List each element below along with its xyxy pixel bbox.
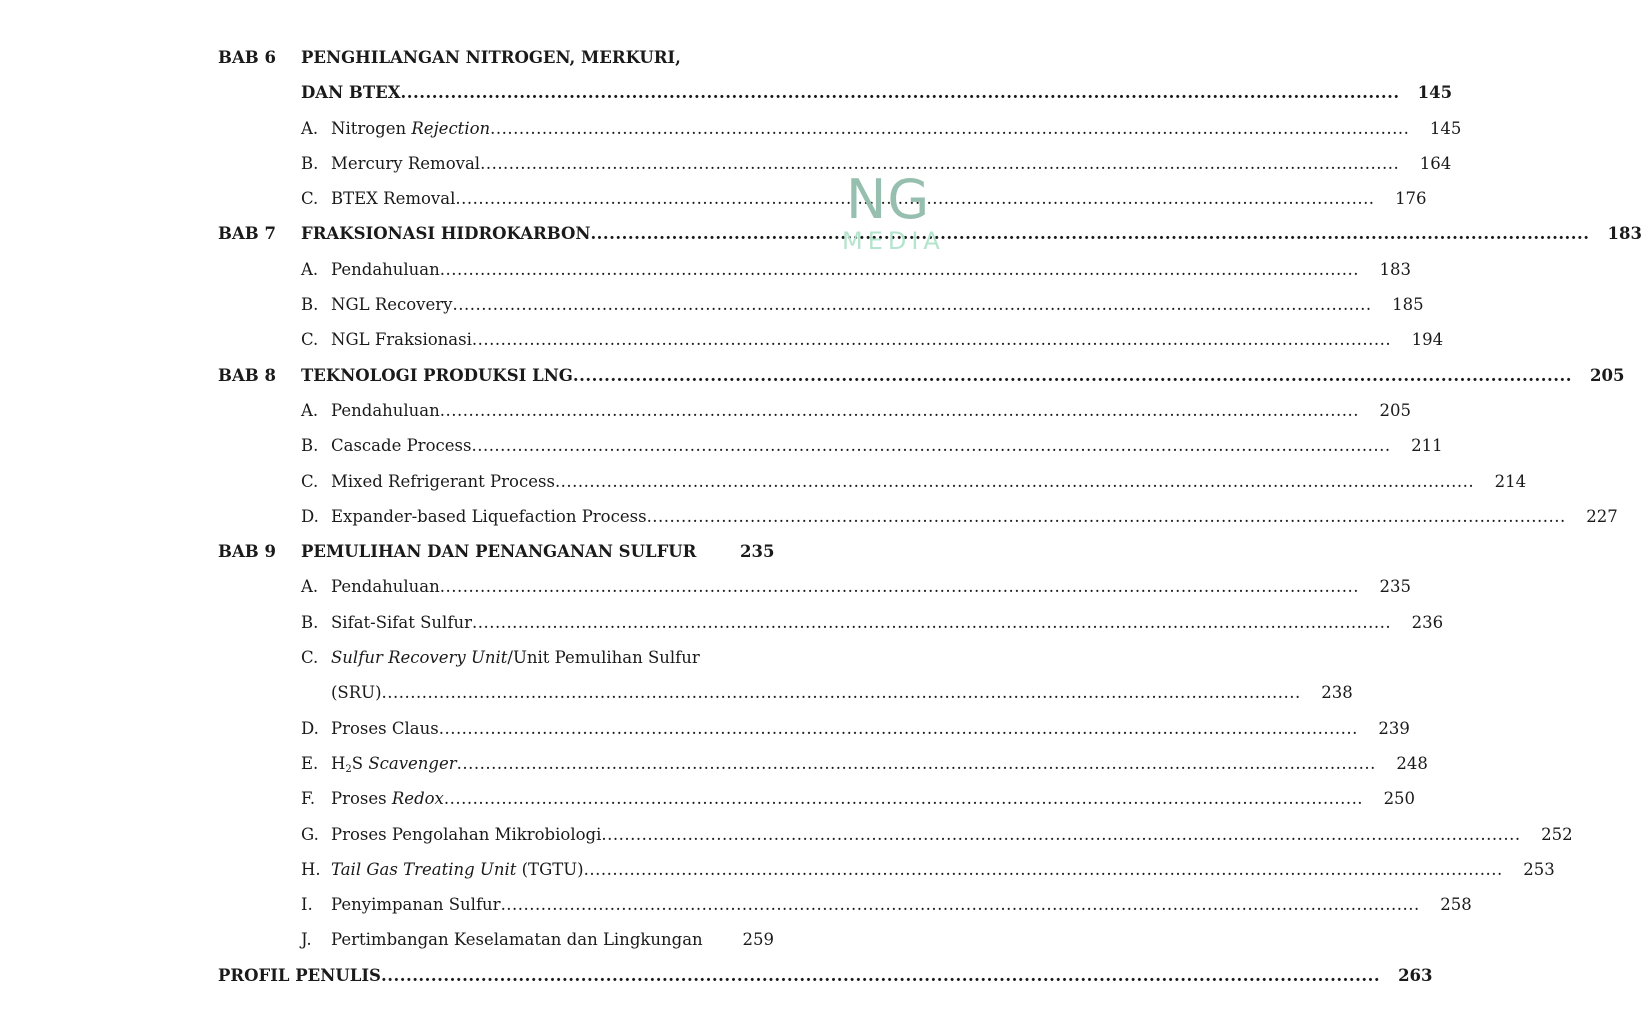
toc-item xyxy=(218,640,774,675)
item-title-cont: (SRU) xyxy=(331,683,382,703)
dot-leader xyxy=(472,605,1391,640)
dot-leader xyxy=(601,817,1520,852)
item-title: Sulfur Recovery Unit/Unit Pemulihan Sulfur xyxy=(331,648,700,668)
item-letter: A. xyxy=(301,118,319,138)
page-number: 258 xyxy=(1440,895,1472,915)
page-number: 164 xyxy=(1419,153,1452,173)
page-number: 194 xyxy=(1411,330,1444,350)
toc-item xyxy=(218,428,1443,463)
dot-leader xyxy=(452,287,1371,322)
item-letter: F. xyxy=(301,789,316,809)
item-title: Nitrogen Rejection xyxy=(331,118,491,138)
item-title: NGL Recovery xyxy=(331,295,453,315)
page-number: 205 xyxy=(1379,400,1411,420)
item-letter: C. xyxy=(301,189,319,209)
page-number: 250 xyxy=(1383,789,1416,809)
item-letter: C. xyxy=(301,330,319,350)
toc-item xyxy=(218,605,1444,640)
dot-leader xyxy=(457,746,1376,781)
page-number: 227 xyxy=(1586,506,1618,526)
item-title: BTEX Removal xyxy=(331,189,456,209)
chapter-label: BAB 6 xyxy=(218,48,276,67)
chapter-title: TEKNOLOGI PRODUKSI LNG xyxy=(301,365,573,385)
page-number: 252 xyxy=(1541,824,1573,844)
dot-leader xyxy=(444,781,1363,816)
item-title: Penyimpanan Sulfur xyxy=(331,895,501,915)
toc-item xyxy=(218,393,1411,428)
dot-leader xyxy=(471,428,1390,463)
dot-leader xyxy=(555,464,1474,499)
item-title: Sifat-Sifat Sulfur xyxy=(331,612,472,632)
toc-item-cont xyxy=(218,675,1353,710)
page-number: 183 xyxy=(1607,224,1642,244)
item-letter: D. xyxy=(301,506,319,526)
item-letter: A. xyxy=(301,400,319,420)
item-title: Cascade Process xyxy=(331,436,472,456)
item-title: $H_2S$ Scavenger xyxy=(331,753,457,775)
page-number: 185 xyxy=(1392,295,1424,315)
page-number: 248 xyxy=(1396,753,1428,773)
toc-item xyxy=(218,781,1416,816)
item-letter: A. xyxy=(301,577,319,597)
page-number: 235 xyxy=(740,542,775,562)
toc-item xyxy=(218,464,1527,499)
chapter-label: BAB 7 xyxy=(218,224,276,244)
item-title: Mercury Removal xyxy=(331,153,481,173)
toc-chapter-6 xyxy=(218,40,774,75)
toc-item xyxy=(218,146,1452,181)
publisher-watermark xyxy=(842,168,945,255)
page-number: 183 xyxy=(1379,259,1411,279)
toc-chapter-9 xyxy=(218,534,774,569)
item-title: Pendahuluan xyxy=(331,577,440,597)
item-title: NGL Fraksionasi xyxy=(331,330,472,350)
dot-leader xyxy=(501,887,1420,922)
toc-item xyxy=(218,711,1410,746)
item-title: Mixed Refrigerant Process xyxy=(331,471,555,491)
chapter-title: FRAKSIONASI HIDROKARBON xyxy=(301,224,591,244)
dot-leader xyxy=(472,322,1391,357)
item-letter: B. xyxy=(301,153,319,173)
dot-leader xyxy=(647,499,1566,534)
page-number: 253 xyxy=(1523,859,1555,879)
item-letter: G. xyxy=(301,824,319,844)
toc-item xyxy=(218,746,1428,781)
dot-leader xyxy=(439,711,1358,746)
item-letter: I. xyxy=(301,895,313,915)
dot-leader xyxy=(440,393,1359,428)
page-number: 259 xyxy=(742,930,774,950)
item-letter: H. xyxy=(301,859,321,879)
item-title: Tail Gas Treating Unit (TGTU) xyxy=(331,859,584,879)
toc-item xyxy=(218,852,1555,887)
dot-leader xyxy=(440,569,1359,604)
page-number: 263 xyxy=(1398,965,1433,985)
chapter-title: PENGHILANGAN NITROGEN, MERKURI, xyxy=(301,48,681,67)
item-letter: B. xyxy=(301,436,319,456)
toc-item xyxy=(218,287,1424,322)
page-number: 236 xyxy=(1411,612,1444,632)
item-letter: B. xyxy=(301,295,319,315)
dot-leader xyxy=(381,958,1380,993)
chapter-title: PEMULIHAN DAN PENANGANAN SULFUR xyxy=(301,542,697,562)
item-title: Proses Pengolahan Mikrobiologi xyxy=(331,824,602,844)
watermark-logo-text: NG xyxy=(846,168,931,231)
dot-leader xyxy=(490,111,1409,146)
item-letter: A. xyxy=(301,259,319,279)
page-number: 211 xyxy=(1411,436,1443,456)
toc-chapter-6-cont xyxy=(218,75,1453,110)
page-number: 145 xyxy=(1429,118,1462,138)
dot-leader xyxy=(573,358,1572,393)
dot-leader xyxy=(440,252,1359,287)
toc-item xyxy=(218,111,1462,146)
item-letter: C. xyxy=(301,648,319,668)
toc-item xyxy=(218,922,774,957)
page-number: 239 xyxy=(1378,718,1410,738)
toc-item xyxy=(218,252,1411,287)
toc-item xyxy=(218,499,1618,534)
toc-profil-penulis xyxy=(218,958,1433,993)
item-letter: J. xyxy=(301,930,312,950)
item-title: Expander-based Liquefaction Process xyxy=(331,506,647,526)
page-number: 145 xyxy=(1417,83,1453,103)
item-letter: D. xyxy=(301,718,319,738)
chapter-title-cont: DAN BTEX xyxy=(301,83,401,103)
section-title: PROFIL PENULIS xyxy=(218,965,381,985)
toc-item xyxy=(218,569,1411,604)
page-number: 176 xyxy=(1395,189,1427,209)
page-number: 205 xyxy=(1589,365,1625,385)
item-title: Pendahuluan xyxy=(331,400,440,420)
watermark-subtext: MEDIA xyxy=(842,227,945,255)
dot-leader xyxy=(401,75,1400,110)
item-title: Proses Claus xyxy=(331,718,439,738)
dot-leader xyxy=(584,852,1503,887)
toc-chapter-8 xyxy=(218,358,1625,393)
toc-item xyxy=(218,322,1444,357)
toc-item xyxy=(218,817,1573,852)
item-letter: B. xyxy=(301,612,319,632)
page-number: 238 xyxy=(1321,683,1353,703)
item-title: Pertimbangan Keselamatan dan Lingkungan xyxy=(331,930,703,950)
toc-item xyxy=(218,887,1472,922)
page-number: 235 xyxy=(1379,577,1411,597)
page-number: 214 xyxy=(1494,471,1527,491)
item-letter: E. xyxy=(301,753,319,773)
item-title: Proses Redox xyxy=(331,789,444,809)
item-title: Pendahuluan xyxy=(331,259,440,279)
chapter-label: BAB 9 xyxy=(218,542,276,562)
dot-leader xyxy=(590,216,1589,251)
dot-leader xyxy=(382,675,1301,710)
chapter-label: BAB 8 xyxy=(218,365,276,385)
item-letter: C. xyxy=(301,471,319,491)
